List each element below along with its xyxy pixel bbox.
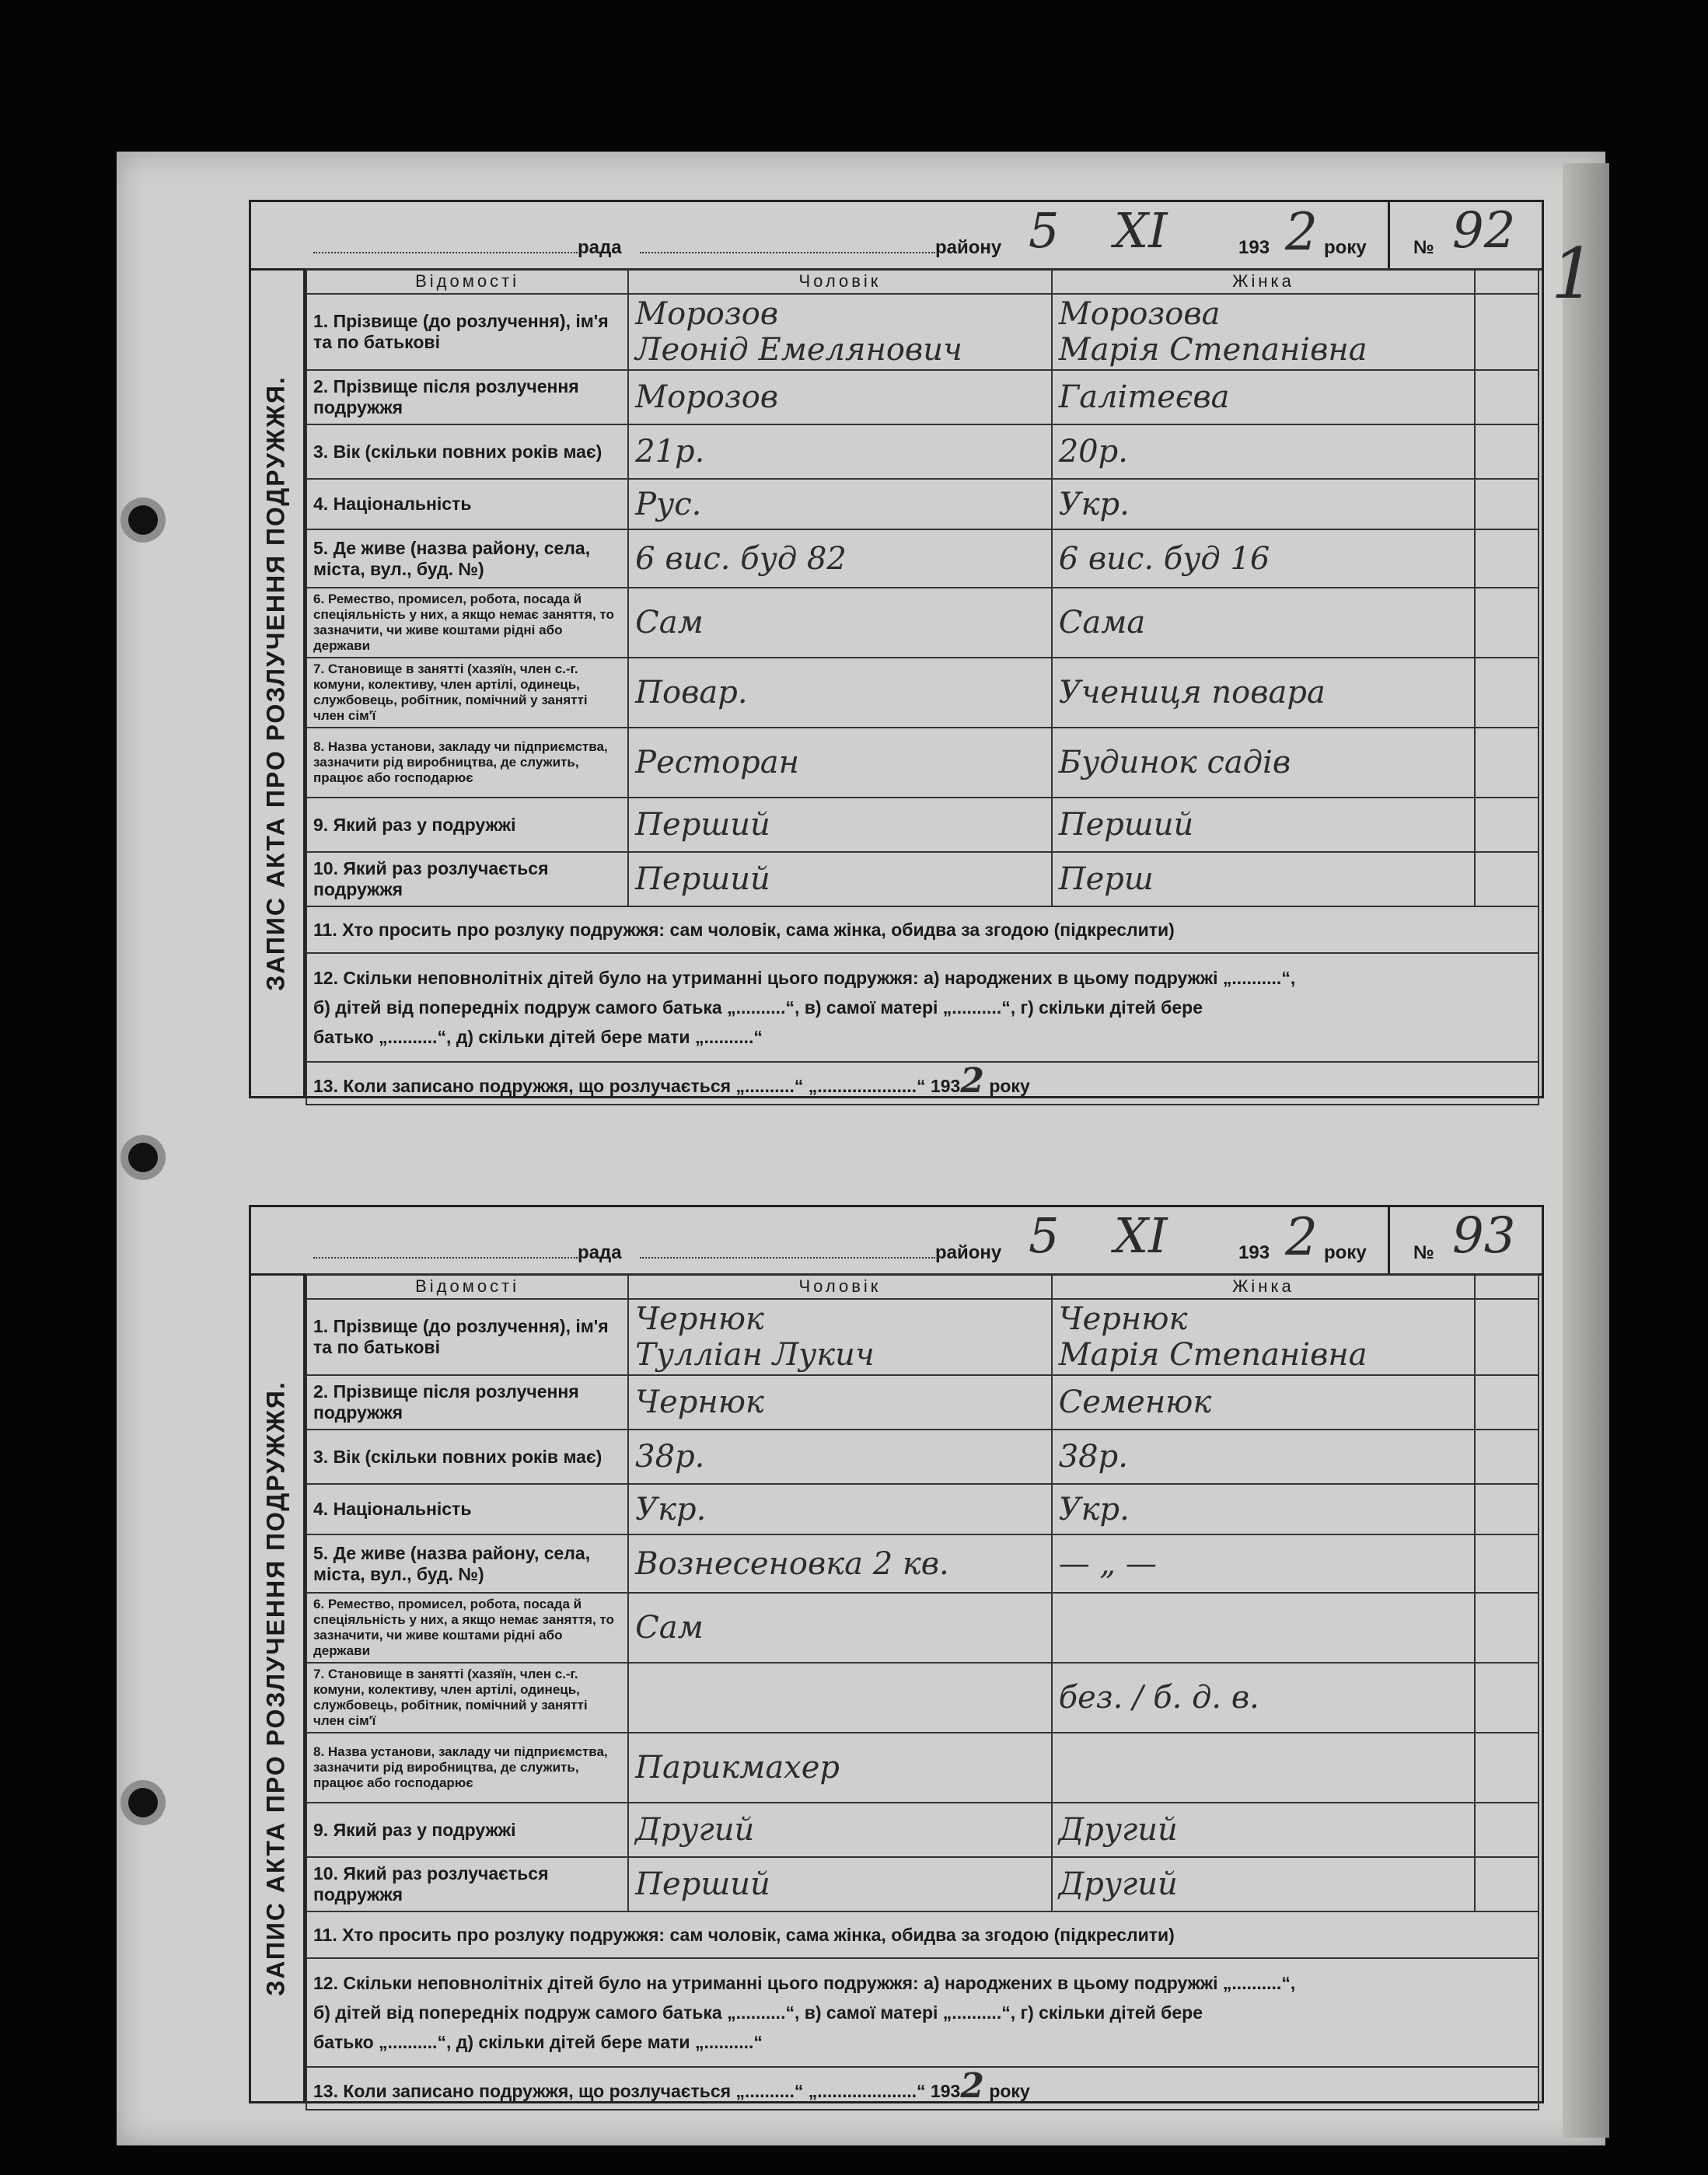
- woman-cell: [1052, 1299, 1476, 1375]
- woman-cell: [1052, 658, 1475, 728]
- man-divorce_no: Перший: [635, 1866, 770, 1902]
- woman-surname_after: Семенюк: [1058, 1384, 1212, 1420]
- rada-label: рада: [578, 1242, 622, 1263]
- row-11: 11. Хто просить про розлуку подружжя: сам чоловік, сама жінка, обидва за згодою (підкреслити): [306, 906, 1539, 953]
- label-row5: 5. Де живе (назва району, села, міста, вул., буд. №): [306, 529, 628, 588]
- record-side-title: [249, 268, 306, 1098]
- date-day: 5: [1029, 202, 1060, 259]
- row-13-suffix: року: [989, 1075, 1030, 1096]
- record-number: 92: [1452, 202, 1516, 260]
- extra-cell: [1475, 424, 1539, 479]
- man-age: 38р.: [635, 1439, 705, 1475]
- row-12b: б) дітей від попередніх подруж самого батька „..........“, в) самої матері „..........“, г) скільки дітей бере: [313, 2002, 1203, 2023]
- label-row1: 1. Прізвище (до розлучення), ім'я та по батькові: [306, 1299, 628, 1375]
- extra-cell: [1475, 294, 1539, 370]
- rada-label: рада: [578, 237, 622, 258]
- label-row3: 3. Вік (скільки повних років має): [306, 424, 628, 479]
- man-occupation: Сам: [635, 605, 704, 641]
- row-13-label: 13. Коли записано подружжя, що розлучається „..........“ „....................“ 193: [313, 1075, 961, 1096]
- woman-cell: [1052, 424, 1475, 479]
- woman-cell: [1052, 1803, 1476, 1857]
- row-13-year: 2: [960, 1060, 984, 1101]
- side-title-text: ЗАПИС АКТА ПРО РОЗЛУЧЕННЯ ПОДРУЖЖЯ.: [261, 1381, 290, 1996]
- woman-divorce_no: Перш: [1058, 861, 1154, 897]
- man-residence: 6 вис. буд 82: [635, 540, 847, 577]
- row-12c: батько „..........“, д) скільки дітей бере мати „..........“: [313, 2032, 763, 2052]
- row-12c: батько „..........“, д) скільки дітей бере мати „..........“: [313, 1027, 763, 1047]
- label-row8: 8. Назва установи, закладу чи підприємства, зазначити рід виробництва, де служить, працює або господарює: [306, 728, 628, 798]
- man-surname_before: Чернюк: [635, 1301, 764, 1337]
- man-marriage_no: Другий: [635, 1812, 755, 1848]
- man-divorce_no: Перший: [635, 861, 770, 897]
- label-row7: 7. Становище в занятті (хазяїн, член с.-г. комуни, колективу, член артілі, одинець, службовець, робітник, помічний у занятті член сім'ї: [306, 658, 628, 728]
- man-cell: [628, 1857, 1052, 1911]
- extra-cell: [1475, 588, 1539, 658]
- number-sign: №: [1413, 237, 1434, 258]
- man-institution: Парикмахер: [635, 1750, 840, 1786]
- row-13-label: 13. Коли записано подружжя, що розлучається „..........“ „....................“ 193: [313, 2080, 961, 2101]
- label-row7: 7. Становище в занятті (хазяїн, член с.-г. комуни, колективу, член артілі, одинець, службовець, робітник, помічний у занятті член сім'ї: [306, 1663, 628, 1733]
- woman-marriage_no: Перший: [1058, 807, 1194, 843]
- woman-nationality: Укр.: [1058, 1491, 1130, 1527]
- label-row5: 5. Де живе (назва району, села, міста, вул., буд. №): [306, 1534, 628, 1593]
- woman-surname_before: Чернюк: [1058, 1301, 1188, 1337]
- label-row10: 10. Який раз розлучається подружжя: [306, 1857, 628, 1911]
- man-cell: [628, 1484, 1052, 1534]
- row-11: 11. Хто просить про розлуку подружжя: сам чоловік, сама жінка, обидва за згодою (підкреслити): [306, 1911, 1539, 1958]
- man-residence: Вознесеновка 2 кв.: [635, 1545, 949, 1582]
- man-cell: [628, 728, 1052, 798]
- label-row6: 6. Ремество, промисел, робота, посада й спеціяльність у них, а якщо немає заняття, то зазначити, чи живе коштами рідні або держави: [306, 588, 628, 658]
- woman-cell: [1052, 588, 1475, 658]
- woman-cell: [1052, 1430, 1476, 1484]
- woman-divorce_no: Другий: [1058, 1866, 1178, 1902]
- record-number-box: [1388, 1207, 1542, 1273]
- man-cell: [628, 1593, 1052, 1663]
- man-nationality: Укр.: [635, 1491, 707, 1527]
- extra-cell: [1475, 658, 1539, 728]
- binding-hole: [128, 505, 158, 535]
- label-row2: 2. Прізвище після розлучення подружжя: [306, 370, 628, 424]
- woman-nationality: Укр.: [1058, 486, 1130, 522]
- woman-surname_after: Галітеєва: [1058, 379, 1230, 415]
- man-cell: [628, 479, 1052, 529]
- woman-name: Марія Степанівна: [1058, 1337, 1367, 1373]
- extra-cell: [1475, 1593, 1539, 1663]
- woman-position: без. / б. д. в.: [1058, 1680, 1259, 1716]
- number-sign: №: [1413, 1242, 1434, 1263]
- woman-surname_before: Морозова: [1058, 296, 1221, 332]
- row-13: [306, 1062, 1539, 1105]
- man-cell: [628, 294, 1052, 370]
- binding-hole: [128, 1788, 158, 1817]
- label-row6: 6. Ремество, промисел, робота, посада й спеціяльність у них, а якщо немає заняття, то зазначити, чи живе коштами рідні або держави: [306, 1593, 628, 1663]
- row-12: [306, 1958, 1539, 2067]
- man-cell: [628, 852, 1052, 906]
- man-cell: [628, 1375, 1052, 1430]
- woman-cell: [1052, 1593, 1476, 1663]
- woman-cell: [1052, 370, 1475, 424]
- man-marriage_no: Перший: [635, 807, 770, 843]
- woman-cell: [1052, 1484, 1476, 1534]
- woman-cell: [1052, 1534, 1476, 1593]
- record-table: [306, 268, 1539, 1105]
- raion-label: району: [935, 1242, 1002, 1263]
- record-table: [306, 1273, 1539, 2110]
- col-man: Чоловік: [628, 269, 1052, 294]
- record-header: [251, 1207, 1542, 1276]
- woman-cell: [1052, 1375, 1476, 1430]
- woman-institution: Будинок садів: [1058, 745, 1291, 780]
- extra-cell: [1475, 1857, 1539, 1911]
- year-prefix: 193: [1238, 237, 1270, 258]
- year-suffix: року: [1324, 237, 1367, 258]
- extra-cell: [1475, 852, 1539, 906]
- extra-cell: [1475, 1803, 1539, 1857]
- woman-residence: 6 вис. буд 16: [1058, 540, 1270, 577]
- man-cell: [628, 1663, 1052, 1733]
- date-year: 2: [1285, 202, 1318, 262]
- man-cell: [628, 529, 1052, 588]
- woman-cell: [1052, 852, 1475, 906]
- woman-cell: [1052, 728, 1475, 798]
- page-edge: [1563, 163, 1609, 2138]
- col-woman: Жінка: [1052, 269, 1475, 294]
- extra-cell: [1475, 728, 1539, 798]
- woman-age: 38р.: [1058, 1439, 1128, 1475]
- woman-cell: [1052, 798, 1475, 852]
- record-number-box: [1388, 202, 1542, 268]
- extra-cell: [1475, 798, 1539, 852]
- man-cell: [628, 588, 1052, 658]
- man-name: Леонід Емелянович: [635, 332, 962, 368]
- raion-label: району: [935, 237, 1002, 258]
- label-row8: 8. Назва установи, закладу чи підприємства, зазначити рід виробництва, де служить, працює або господарює: [306, 1733, 628, 1803]
- year-suffix: року: [1324, 1242, 1367, 1263]
- man-cell: [628, 370, 1052, 424]
- col-man: Чоловік: [628, 1274, 1052, 1299]
- woman-cell: [1052, 294, 1475, 370]
- extra-cell: [1475, 1663, 1539, 1733]
- row-13: [306, 2067, 1539, 2110]
- man-cell: [628, 1299, 1052, 1375]
- woman-cell: [1052, 1733, 1476, 1803]
- label-row9: 9. Який раз у подружжі: [306, 1803, 628, 1857]
- label-row10: 10. Який раз розлучається подружжя: [306, 852, 628, 906]
- extra-cell: [1475, 479, 1539, 529]
- binding-hole: [128, 1143, 158, 1172]
- label-row3: 3. Вік (скільки повних років має): [306, 1430, 628, 1484]
- man-name: Тулліан Лукич: [635, 1337, 875, 1373]
- woman-name: Марія Степанівна: [1058, 332, 1367, 368]
- man-position: Повар.: [635, 675, 748, 710]
- man-cell: [628, 798, 1052, 852]
- man-age: 21р.: [635, 434, 705, 470]
- man-cell: [628, 1733, 1052, 1803]
- woman-position: Учениця повара: [1058, 675, 1326, 710]
- record-number: 93: [1452, 1207, 1516, 1265]
- row-12b: б) дітей від попередніх подруж самого батька „..........“, в) самої матері „..........“, г) скільки дітей бере: [313, 997, 1203, 1018]
- woman-age: 20р.: [1058, 434, 1128, 470]
- record-side-title: [249, 1273, 306, 2103]
- woman-cell: [1052, 1663, 1476, 1733]
- extra-cell: [1475, 529, 1539, 588]
- date-year: 2: [1285, 1207, 1318, 1267]
- divorce-record: [249, 200, 1544, 1101]
- man-cell: [628, 424, 1052, 479]
- woman-occupation: Сама: [1058, 605, 1146, 641]
- row-13-year: 2: [960, 2065, 984, 2106]
- extra-cell: [1475, 1299, 1539, 1375]
- label-row2: 2. Прізвище після розлучення подружжя: [306, 1375, 628, 1430]
- row-12: [306, 953, 1539, 1062]
- label-row4: 4. Національність: [306, 479, 628, 529]
- row-13-suffix: року: [989, 2080, 1030, 2101]
- man-cell: [628, 1534, 1052, 1593]
- row-12a: 12. Скільки неповнолітніх дітей було на утриманні цього подружжя: а) народжених в цьому подружжі „..........“,: [313, 1973, 1296, 1993]
- date-month: XI: [1114, 202, 1168, 259]
- label-row4: 4. Національність: [306, 1484, 628, 1534]
- man-cell: [628, 1430, 1052, 1484]
- man-cell: [628, 658, 1052, 728]
- col-info: Відомості: [306, 269, 628, 294]
- woman-residence: — „ —: [1058, 1545, 1157, 1582]
- extra-cell: [1475, 370, 1539, 424]
- woman-cell: [1052, 529, 1475, 588]
- date-month: XI: [1114, 1207, 1168, 1264]
- extra-cell: [1475, 1484, 1539, 1534]
- date-day: 5: [1029, 1207, 1060, 1264]
- col-woman: Жінка: [1052, 1274, 1476, 1299]
- extra-cell: [1475, 1733, 1539, 1803]
- label-row9: 9. Який раз у подружжі: [306, 798, 628, 852]
- row-12a: 12. Скільки неповнолітніх дітей було на утриманні цього подружжя: а) народжених в цьому подружжі „..........“,: [313, 968, 1296, 988]
- extra-cell: [1475, 1534, 1539, 1593]
- woman-cell: [1052, 1857, 1476, 1911]
- extra-cell: [1475, 1375, 1539, 1430]
- man-surname_after: Морозов: [635, 379, 779, 415]
- record-header: [251, 202, 1542, 271]
- woman-marriage_no: Другий: [1058, 1812, 1178, 1848]
- year-prefix: 193: [1238, 1242, 1270, 1263]
- extra-cell: [1475, 1430, 1539, 1484]
- man-nationality: Рус.: [635, 486, 702, 522]
- man-occupation: Сам: [635, 1610, 704, 1646]
- col-info: Відомості: [306, 1274, 628, 1299]
- label-row1: 1. Прізвище (до розлучення), ім'я та по батькові: [306, 294, 628, 370]
- man-cell: [628, 1803, 1052, 1857]
- man-surname_after: Чернюк: [635, 1384, 764, 1420]
- divorce-record: [249, 1205, 1544, 2106]
- man-institution: Ресторан: [635, 745, 799, 780]
- corner-mark: 1: [1551, 233, 1596, 315]
- side-title-text: ЗАПИС АКТА ПРО РОЗЛУЧЕННЯ ПОДРУЖЖЯ.: [261, 375, 290, 991]
- man-surname_before: Морозов: [635, 296, 779, 332]
- woman-cell: [1052, 479, 1475, 529]
